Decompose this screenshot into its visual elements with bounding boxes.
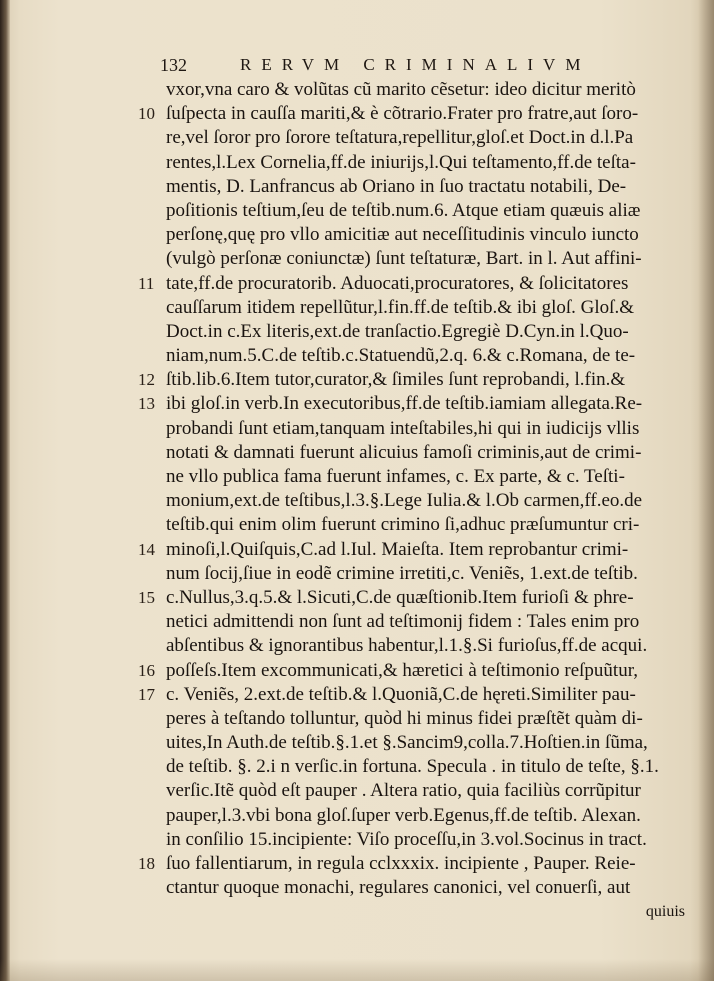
text-line	[120, 272, 705, 296]
text-line	[120, 538, 705, 562]
margin-number: 17	[138, 684, 155, 704]
line-text: de teſtib. §. 2.i n verſic.in fortuna. Specula . in titulo de teſte, §.1.	[166, 756, 659, 778]
margin-number: 18	[138, 854, 155, 873]
body-text	[120, 78, 705, 925]
line-text: ibi gloſ.in verb.In executoribus,ff.de teſtib.iamiam allegata.Re-	[166, 393, 643, 415]
margin-number: 12	[138, 370, 155, 390]
text-line	[120, 852, 705, 876]
text-line	[120, 804, 705, 828]
margin-number: 16	[138, 660, 155, 680]
text-line	[120, 151, 705, 175]
text-line	[120, 779, 705, 803]
line-text: verſic.Itẽ quòd eſt pauper . Altera ratio, quia faciliùs corrũpitur	[166, 780, 641, 802]
line-text: teſtib.qui enim olim fuerunt crimino ſi,adhuc præſumuntur cri-	[166, 514, 640, 536]
line-text: abſentibus & ignorantibus habentur,l.1.§.Si furioſus,ff.de acqui.	[166, 635, 648, 657]
line-text: probandi ſunt etiam,tanquam inteſtabiles,hi qui in iudicijs vllis	[166, 417, 640, 439]
line-text: pauper,l.3.vbi bona gloſ.ſuper verb.Egenus,ff.de teſtib. Alexan.	[166, 804, 641, 826]
text-line	[120, 610, 705, 634]
line-text: ſtib.lib.6.Item tutor,curator,& ſimiles ſunt reprobandi, l.fin.&	[166, 369, 626, 391]
line-text: mentis, D. Lanfrancus ab Oriano in ſuo tractatu notabili, De-	[166, 175, 627, 197]
text-line	[120, 102, 705, 126]
text-line	[120, 634, 705, 658]
line-text: rentes,l.Lex Cornelia,ff.de iniurijs,l.Qui teſtamento,ff.de teſta-	[166, 151, 636, 173]
text-line	[120, 368, 705, 392]
text-line	[120, 126, 705, 150]
line-text: c. Veniẽs, 2.ext.de teſtib.& l.Quoniã,C.de hęreti.Similiter pau-	[166, 683, 636, 705]
text-line	[120, 731, 705, 755]
catchword-line	[120, 900, 705, 924]
line-text: cauſſarum itidem repellũtur,l.fin.ff.de teſtib.& ibi gloſ. Gloſ.&	[166, 296, 634, 318]
text-line	[120, 659, 705, 683]
line-text: ne vllo publica fama fuerunt infames, c. Ex parte, & c. Teſti-	[166, 466, 625, 487]
text-line	[120, 392, 705, 416]
line-text: vxor,vna caro & volũtas cũ marito cẽsetur: ideo dicitur meritò	[166, 79, 636, 100]
line-text: monium,ext.de teſtibus,l.3.§.Lege Iulia.& l.Ob carmen,ff.eo.de	[166, 490, 643, 512]
text-line	[120, 78, 705, 102]
margin-number: 14	[138, 539, 155, 559]
text-line	[120, 562, 705, 586]
line-text: minoſi,l.Quiſquis,C.ad l.Iul. Maieſta. Item reprobantur crimi-	[166, 538, 629, 560]
line-text: num ſocij,ſiue in eodẽ crimine irretiti,c. Veniẽs, 1.ext.de teſtib.	[166, 562, 638, 584]
line-text: c.Nullus,3.q.5.& l.Sicuti,C.de quæſtionib.Item furioſi & phre-	[166, 586, 634, 608]
margin-number: 11	[138, 273, 155, 293]
line-text: ſuſpecta in cauſſa mariti,& è cõtrario.Frater pro fratre,aut ſoro-	[166, 103, 639, 125]
margin-number: 10	[138, 104, 155, 124]
line-text: tate,ff.de procuratorib. Aduocati,procuratores, & ſolicitatores	[166, 272, 629, 294]
line-text: poſitionis teſtium,ſeu de teſtib.num.6. Atque etiam quæuis aliæ	[166, 199, 641, 221]
page-bottom-shadow	[0, 959, 714, 981]
line-text: re,vel ſoror pro ſorore teſtatura,repellitur,gloſ.et Doct.in d.l.Pa	[166, 127, 634, 149]
text-line	[120, 441, 705, 465]
text-line	[120, 296, 705, 320]
binding-gutter	[0, 0, 10, 981]
line-text: niam,num.5.C.de teſtib.c.Statuendũ,2.q. 6.& c.Romana, de te-	[166, 345, 636, 367]
line-text: uites,In Auth.de teſtib.§.1.et §.Sancim9,colla.7.Hoſtien.in ſũma,	[166, 732, 648, 754]
line-text: in conſilio 15.incipiente: Viſo proceſſu,in 3.vol.Socinus in tract.	[166, 828, 647, 850]
text-line	[120, 828, 705, 852]
line-text: ctantur quoque monachi, regulares canonici, vel conuerſi, aut	[166, 877, 631, 899]
text-line	[120, 320, 705, 344]
page-number: 132	[160, 55, 187, 75]
line-text: notati & damnati fuerunt alicuius famoſi criminis,aut de crimi-	[166, 441, 642, 463]
text-line	[120, 247, 705, 271]
running-title: RERVM CRIMINALIVM	[240, 55, 591, 74]
text-line	[120, 876, 705, 900]
text-line	[120, 344, 705, 368]
text-line	[120, 175, 705, 199]
text-line	[120, 683, 705, 707]
text-line	[120, 417, 705, 441]
text-line	[120, 465, 705, 489]
line-text: poſſeſs.Item excommunicati,& hæretici à teſtimonio reſpuũtur,	[166, 659, 639, 681]
catchword: quiuis	[645, 903, 685, 921]
line-text: (vulgò perſonæ coniunctæ) ſunt teſtaturæ, Bart. in l. Aut affini-	[166, 248, 642, 270]
line-text: peres à teſtando tolluntur, quòd hi minus fidei præſtẽt quàm di-	[166, 707, 643, 729]
text-line	[120, 223, 705, 247]
line-text: netici admittendi non ſunt ad teſtimonij fidem : Tales enim pro	[166, 611, 640, 633]
text-line	[120, 489, 705, 513]
line-text: ſuo fallentiarum, in regula cclxxxix. incipiente , Pauper. Reie-	[166, 853, 636, 874]
margin-number: 15	[138, 587, 155, 607]
text-line	[120, 707, 705, 731]
text-line	[120, 199, 705, 223]
margin-number: 13	[138, 394, 155, 414]
text-line	[120, 755, 705, 779]
text-line	[120, 586, 705, 610]
line-text: Doct.in c.Ex literis,ext.de tranſactio.Egregiè D.Cyn.in l.Quo-	[166, 320, 629, 342]
text-line	[120, 513, 705, 537]
line-text: perſonę,quę pro vllo amicitiæ aut neceſſitudinis vinculo iuncto	[166, 224, 639, 246]
